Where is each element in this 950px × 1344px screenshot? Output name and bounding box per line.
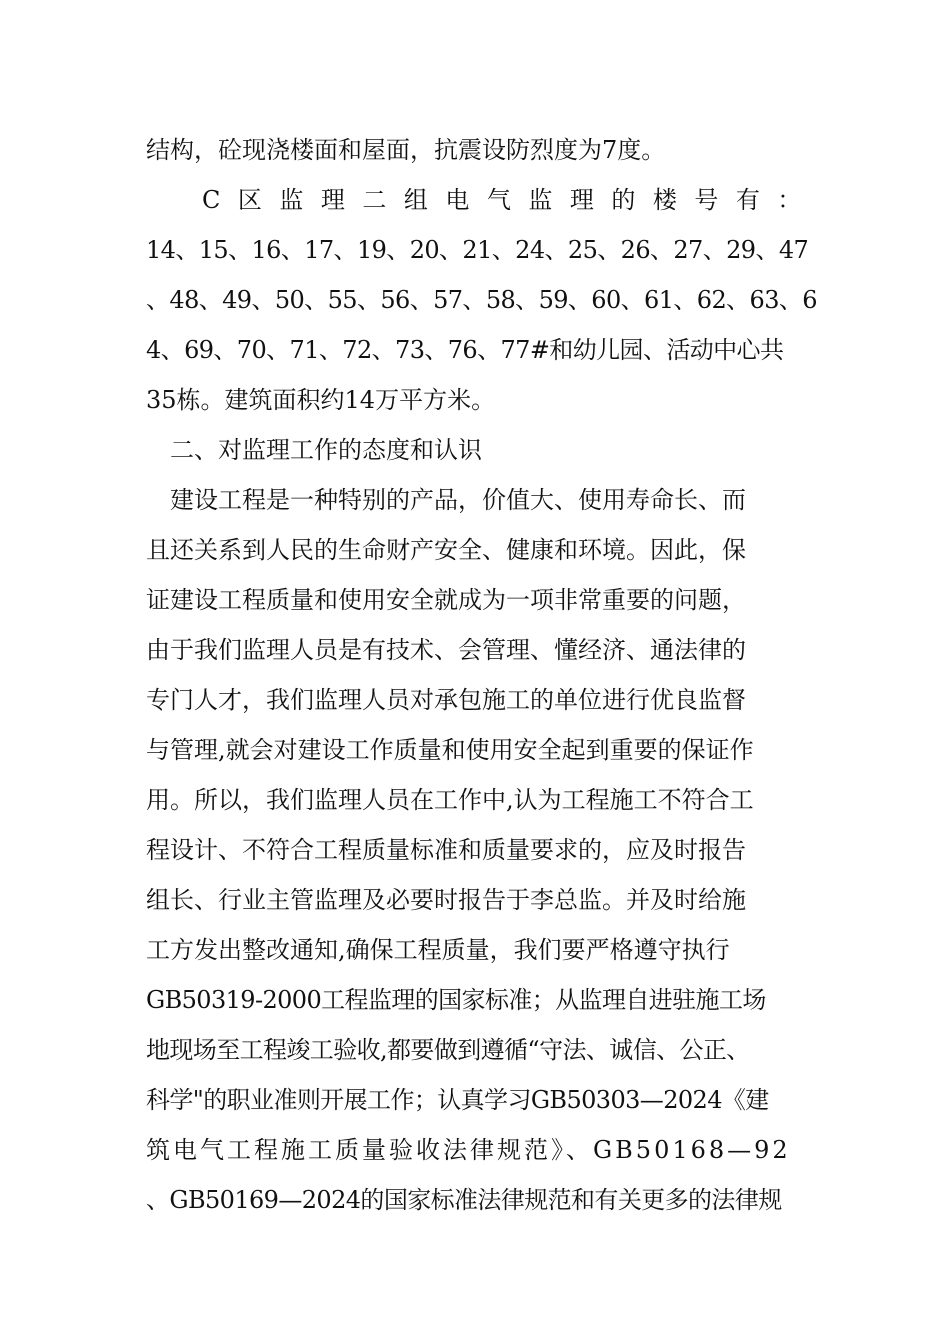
text-line-16: 组长、行业主管监理及必要时报告于李总监。并及时给施 xyxy=(146,886,746,914)
text-line-11: 由于我们监理人员是有技术、会管理、懂经济、通法律的 xyxy=(146,636,746,664)
section-heading: 二、对监理工作的态度和认识 xyxy=(170,436,482,464)
text-line-3: 14、15、16、17、19、20、21、24、25、26、27、29、47 xyxy=(146,236,809,264)
text-line-8: 建设工程是一种特别的产品，价值大、使用寿命长、而 xyxy=(170,486,746,514)
text-line-19: 地现场至工程竣工验收,都要做到遵循“守法、诚信、公正、 xyxy=(146,1036,750,1064)
text-line-10: 证建设工程质量和使用安全就成为一项非常重要的问题， xyxy=(146,586,746,614)
text-line-14: 用。所以，我们监理人员在工作中,认为工程施工不符合工 xyxy=(146,786,754,814)
text-line-2: C区监理二组电气监理的楼号有： xyxy=(202,186,819,214)
text-line-12: 专门人才，我们监理人员对承包施工的单位进行优良监督 xyxy=(146,686,746,714)
text-line-20: 科学"的职业准则开展工作；认真学习GB50303—2024《建 xyxy=(146,1086,769,1114)
text-line-18: GB50319-2000工程监理的国家标准；从监理自进驻施工场 xyxy=(146,986,766,1014)
text-line-17: 工方发出整改通知,确保工程质量，我们要严格遵守执行 xyxy=(146,936,730,964)
text-line-15: 程设计、不符合工程质量标准和质量要求的，应及时报告 xyxy=(146,836,746,864)
text-line-22: 、GB50169—2024的国家标准法律规范和有关更多的法律规 xyxy=(146,1186,782,1214)
text-line-6: 35栋。建筑面积约14万平方米。 xyxy=(146,386,496,414)
text-line-5: 4、69、70、71、72、73、76、77#和幼儿园、活动中心共 xyxy=(146,336,784,364)
text-line-4: 、48、49、50、55、56、57、58、59、60、61、62、63、6 xyxy=(146,286,817,314)
text-line-21: 筑电气工程施工质量验收法律规范》、GB50168—92 xyxy=(146,1136,791,1164)
text-line-13: 与管理,就会对建设工作质量和使用安全起到重要的保证作 xyxy=(146,736,754,764)
text-line-9: 且还关系到人民的生命财产安全、健康和环境。因此，保 xyxy=(146,536,746,564)
text-line-1: 结构，砼现浇楼面和屋面，抗震设防烈度为7度。 xyxy=(146,136,666,164)
